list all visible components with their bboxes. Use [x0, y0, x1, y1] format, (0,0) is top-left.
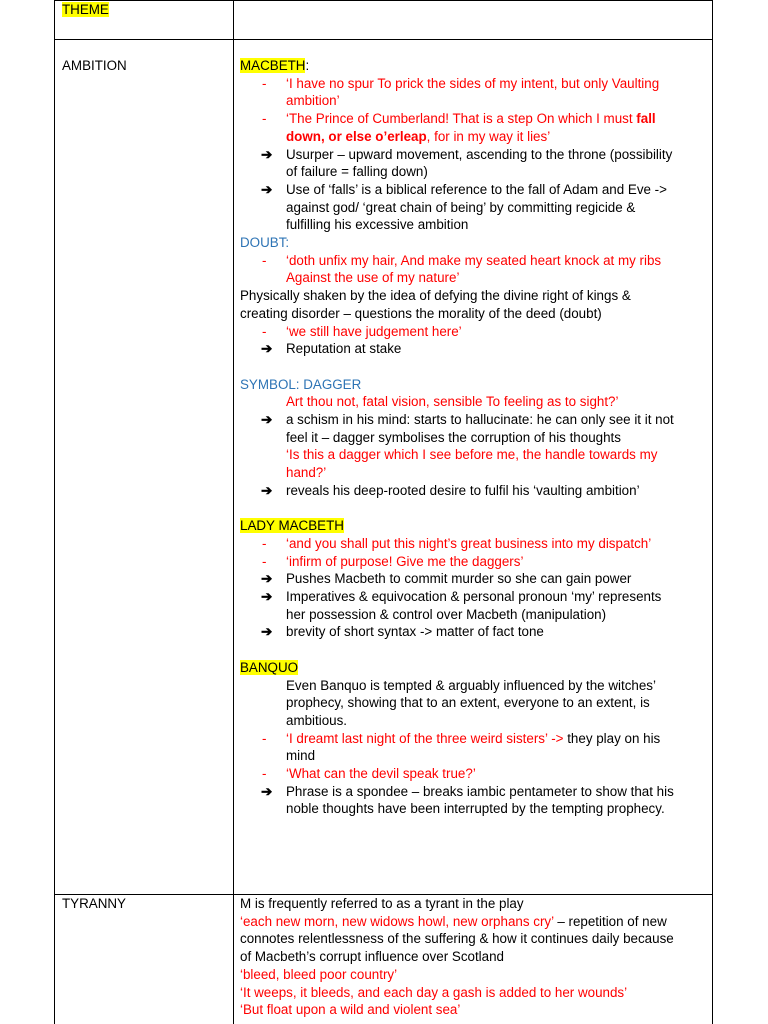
arrow-bullet: [240, 181, 706, 234]
analysis-line: Imperatives & equivocation & personal pronoun ‘my’ represents: [286, 589, 662, 605]
dash-bullet-icon: -: [262, 766, 267, 782]
table-column-divider: [233, 0, 234, 1024]
dash-bullet-icon: -: [262, 553, 267, 569]
arrow-bullet-icon: ➔: [261, 181, 273, 197]
quote-text: ‘I dreamt last night of the three weird sisters’ ->: [286, 730, 564, 746]
analysis-line: of failure = falling down): [286, 164, 428, 180]
body-text-line: M is frequently referred to as a tyrant in the play: [240, 896, 524, 911]
ambition-label: AMBITION: [62, 58, 127, 73]
arrow-bullet: [240, 411, 706, 446]
quote-line: ‘doth unfix my hair, And make my seated heart knock at my ribs: [286, 252, 662, 268]
body-text-line: creating disorder – questions the morality of the deed (doubt): [240, 305, 602, 321]
tyranny-label: TYRANNY: [62, 896, 126, 911]
arrow-bullet: [240, 340, 706, 358]
theme-header-label: THEME: [62, 2, 109, 17]
table-border-top: [54, 0, 713, 1]
quote-bullet: [240, 730, 706, 765]
table-row-divider: [54, 39, 713, 40]
body-text-line: prophecy, showing that to an extent, everyone to an extent, is: [286, 695, 650, 711]
analysis-text: – repetition of new: [553, 913, 667, 929]
quote-text: , for in my way it lies’: [426, 128, 551, 144]
quote-bold-text: down, or else o’erleap: [286, 128, 427, 144]
arrow-bullet-icon: ➔: [261, 341, 273, 357]
tyranny-label-cell: [62, 895, 126, 913]
quote-line: [240, 913, 706, 931]
quote-bullet: [240, 765, 706, 783]
quote-line: ambition’: [286, 93, 340, 109]
analysis-line: Phrase is a spondee – breaks iambic pentameter to show that his: [286, 783, 674, 799]
quote-line: ‘and you shall put this night’s great business into my dispatch’: [286, 535, 652, 551]
macbeth-heading-colon: :: [305, 58, 310, 73]
banquo-heading: BANQUO: [240, 659, 299, 675]
arrow-bullet-icon: ➔: [261, 589, 273, 605]
quote-line: ‘Is this a dagger which I see before me, the handle towards my: [286, 447, 658, 463]
body-text-line: ambitious.: [286, 712, 348, 728]
quote-line: ‘But float upon a wild and violent sea’: [240, 1002, 461, 1018]
analysis-line: her possession & control over Macbeth (manipulation): [286, 606, 607, 622]
macbeth-heading: MACBETH: [240, 58, 306, 73]
dash-bullet-icon: -: [262, 323, 267, 339]
analysis-line: Pushes Macbeth to commit murder so she can gain power: [286, 571, 632, 587]
macbeth-heading-line: [240, 57, 706, 75]
analysis-line: feel it – dagger symbolises the corruption of his thoughts: [286, 429, 621, 445]
quote-bullet: [240, 75, 706, 110]
body-text-line: of Macbeth’s corrupt influence over Scotland: [240, 949, 504, 965]
quote-line: [286, 730, 706, 748]
dash-bullet-icon: -: [262, 111, 267, 127]
body-text-line: Even Banquo is tempted & arguably influenced by the witches’: [286, 677, 656, 693]
body-text-line: Physically shaken by the idea of defying the divine right of kings &: [240, 288, 631, 304]
analysis-text: they play on his: [563, 730, 661, 746]
quote-bullet: [240, 110, 706, 145]
theme-header-cell: [62, 1, 109, 19]
analysis-line: mind: [286, 748, 316, 764]
analysis-line: reveals his deep-rooted desire to fulfil his ‘vaulting ambition’: [286, 482, 640, 498]
symbol-dagger-heading: SYMBOL: DAGGER: [240, 376, 362, 392]
analysis-line: a schism in his mind: starts to hallucinate: he can only see it it not: [286, 412, 674, 428]
quote-text: ‘The Prince of Cumberland! That is a step On which I must: [286, 111, 637, 127]
quote-bold-text: fall: [636, 111, 656, 127]
arrow-bullet-icon: ➔: [261, 412, 273, 428]
doubt-heading: DOUBT:: [240, 235, 290, 251]
quote-bullet: [240, 252, 706, 287]
arrow-bullet: [240, 570, 706, 588]
quote-line: ‘What can the devil speak true?’: [286, 766, 476, 782]
dash-bullet-icon: -: [262, 535, 267, 551]
analysis-line: against god/ ‘great chain of being’ by committing regicide &: [286, 199, 636, 215]
arrow-bullet: [240, 783, 706, 818]
table-border-left: [54, 0, 55, 1024]
analysis-line: Usurper – upward movement, ascending to the throne (possibility: [286, 146, 673, 162]
quote-line: Against the use of my nature’: [286, 270, 460, 286]
quote-text: ‘each new morn, new widows howl, new orphans cry’: [240, 913, 554, 929]
quote-line: [286, 128, 706, 146]
ambition-label-cell: [62, 57, 127, 75]
dash-bullet-icon: -: [262, 75, 267, 91]
lady-macbeth-heading: LADY MACBETH: [240, 518, 344, 534]
arrow-bullet-icon: ➔: [261, 783, 273, 799]
arrow-bullet-icon: ➔: [261, 146, 273, 162]
arrow-bullet-icon: ➔: [261, 624, 273, 640]
lady-macbeth-heading-line: [240, 517, 706, 535]
quote-line: Art thou not, fatal vision, sensible To feeling as to sight?’: [286, 394, 619, 410]
quote-bullet: [240, 323, 706, 341]
analysis-line: Reputation at stake: [286, 341, 402, 357]
tyranny-content-cell: [240, 895, 706, 1019]
dash-bullet-icon: -: [262, 252, 267, 268]
dash-bullet-icon: -: [262, 730, 267, 746]
quote-line: ‘infirm of purpose! Give me the daggers’: [286, 553, 524, 569]
analysis-line: brevity of short syntax -> matter of fact tone: [286, 624, 544, 640]
quote-line: hand?’: [286, 465, 327, 481]
analysis-line: fulfilling his excessive ambition: [286, 217, 469, 233]
banquo-heading-line: [240, 659, 706, 677]
quote-bullet: [240, 535, 706, 553]
arrow-bullet: [240, 588, 706, 623]
table-border-right: [712, 0, 713, 1024]
quote-line: ‘bleed, bleed poor country’: [240, 966, 398, 982]
body-text-line: connotes relentlessness of the suffering & how it continues daily because: [240, 931, 674, 947]
quote-line: [286, 110, 706, 128]
ambition-content-cell: [240, 57, 706, 818]
arrow-bullet: [240, 482, 706, 500]
arrow-bullet: [240, 623, 706, 641]
arrow-bullet-icon: ➔: [261, 571, 273, 587]
arrow-bullet: [240, 146, 706, 181]
quote-bullet: [240, 553, 706, 571]
arrow-bullet-icon: ➔: [261, 482, 273, 498]
quote-line: ‘we still have judgement here’: [286, 323, 462, 339]
analysis-line: Use of ‘falls’ is a biblical reference to the fall of Adam and Eve ->: [286, 181, 667, 197]
quote-line: ‘It weeps, it bleeds, and each day a gash is added to her wounds’: [240, 984, 628, 1000]
analysis-line: noble thoughts have been interrupted by the tempting prophecy.: [286, 801, 665, 817]
quote-line: ‘I have no spur To prick the sides of my intent, but only Vaulting: [286, 75, 660, 91]
